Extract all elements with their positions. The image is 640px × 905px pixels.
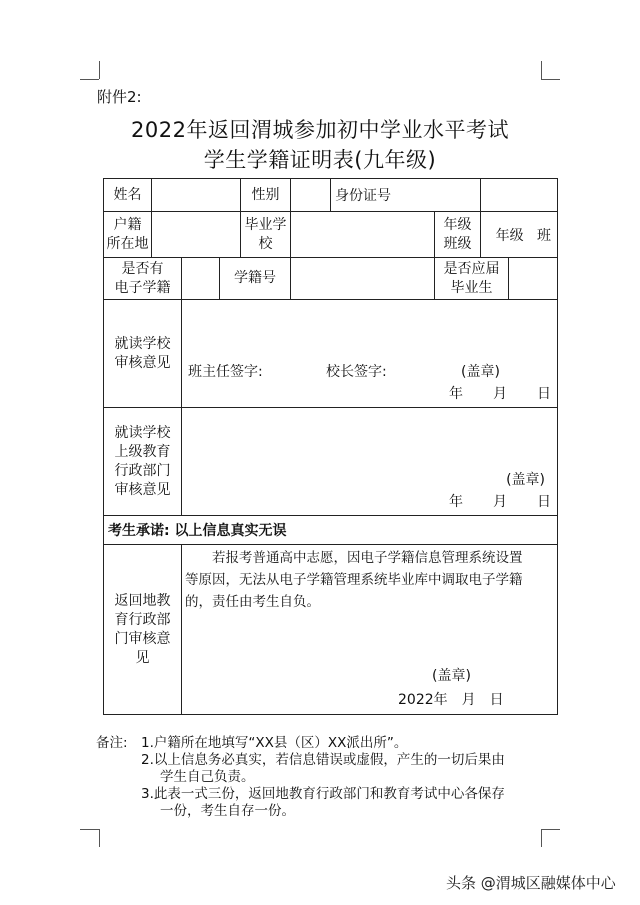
grade-class-field[interactable]: 年级 班 [481,212,558,258]
watermark: 头条 @渭城区融媒体中心 [446,874,616,892]
seal-label: (盖章) [461,364,500,380]
record-number-field[interactable] [291,258,435,300]
current-graduate-field[interactable] [509,258,558,300]
crop-mark-bottom-left [80,829,99,830]
school-label: 毕业学 校 [241,212,291,258]
year-label: 年 [449,386,464,402]
notes-prefix: 备注: [96,735,128,751]
return-review-label: 返回地教 育行政部 门审核意 见 [104,545,182,715]
hukou-label: 户籍 所在地 [104,212,152,258]
year-label: 2022年 [398,692,448,708]
attachment-label: 附件2: [97,88,142,106]
note-2: 2.以上信息务必真实，若信息错误或虚假，产生的一切后果由 [141,752,505,768]
superior-review-label: 就读学校 上级教育 行政部门 审核意见 [104,408,182,516]
month-label: 月 [461,692,476,708]
superior-review-field[interactable] [182,408,558,516]
crop-mark-top-left [80,79,99,80]
month-label: 月 [493,494,508,510]
year-label: 年 [449,494,464,510]
seal-label: (盖章) [506,472,546,488]
page-subtitle: 学生学籍证明表(九年级) [203,148,437,172]
name-field[interactable] [152,179,241,212]
gender-field[interactable] [291,179,331,212]
crop-mark-bottom-left [99,829,100,847]
name-label: 姓名 [104,179,152,212]
crop-mark-top-right [541,79,560,80]
crop-mark-bottom-right [541,829,542,847]
school-review-field[interactable] [182,300,558,408]
hukou-field[interactable] [152,212,241,258]
note-2-cont: 学生自己负责。 [160,769,255,785]
teacher-sign-label: 班主任签字: [188,364,263,380]
seal-label: (盖章) [432,668,471,684]
return-review-field[interactable] [182,545,558,715]
day-label: 日 [537,494,552,510]
id-number-field[interactable] [481,179,558,212]
school-review-label: 就读学校 审核意见 [104,300,182,408]
student-pledge: 考生承诺: 以上信息真实无误 [104,516,558,545]
crop-mark-top-right [541,61,542,79]
return-review-text: 等原因，无法从电子学籍管理系统毕业库中调取电子学籍 [185,572,523,588]
has-electronic-record-field[interactable] [182,258,220,300]
current-graduate-label: 是否应届 毕业生 [435,258,509,300]
day-label: 日 [489,692,504,708]
day-label: 日 [537,386,552,402]
note-3-cont: 一份，考生自存一份。 [160,803,295,819]
id-number-label: 身份证号 [331,179,481,212]
principal-sign-label: 校长签字: [326,364,387,380]
note-1: 1.户籍所在地填写“XX县（区）XX派出所”。 [141,735,408,751]
grade-class-label: 年级 班级 [435,212,481,258]
gender-label: 性别 [241,179,291,212]
page-title: 2022年返回渭城参加初中学业水平考试 [131,118,509,142]
return-review-text: 若报考普通高中志愿，因电子学籍信息管理系统设置 [212,550,523,566]
school-field[interactable] [291,212,435,258]
has-electronic-record-label: 是否有 电子学籍 [104,258,182,300]
crop-mark-bottom-right [541,829,560,830]
student-record-form [103,178,558,715]
crop-mark-top-left [99,61,100,79]
record-number-label: 学籍号 [220,258,291,300]
note-3: 3.此表一式三份，返回地教育行政部门和教育考试中心各保存 [141,786,505,802]
month-label: 月 [493,386,508,402]
return-review-text: 的，责任由考生自负。 [185,594,320,610]
